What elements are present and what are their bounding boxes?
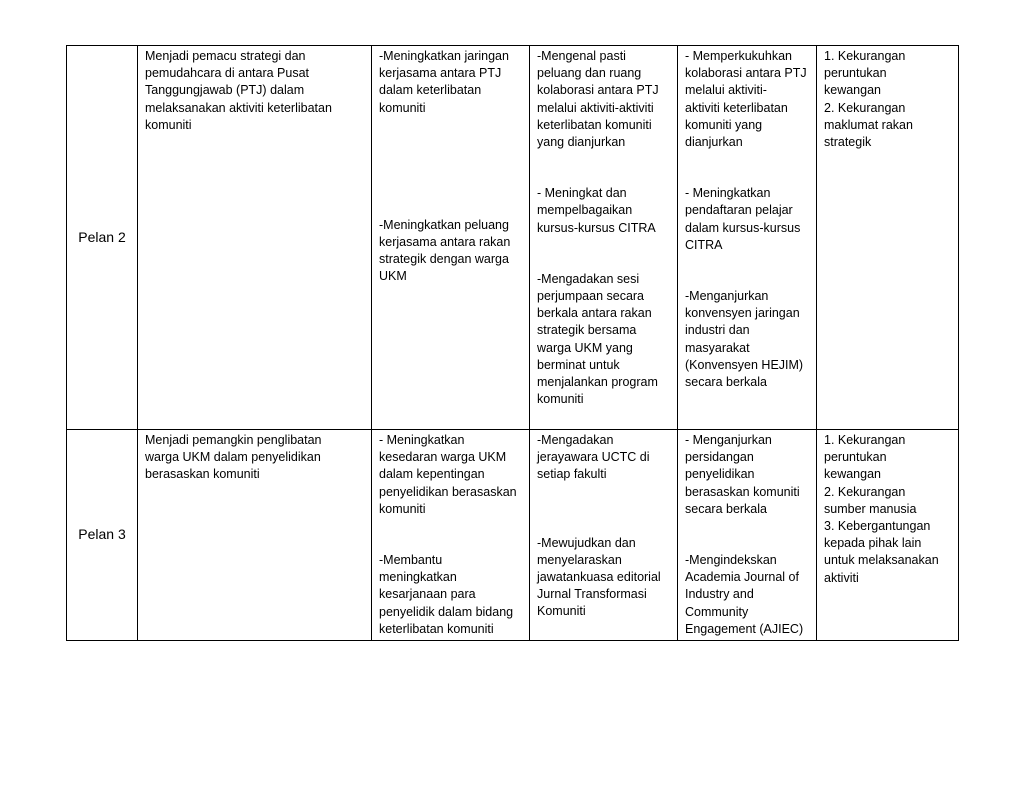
- initiative-text: -Mengadakan jerayawara UCTC di setiap fakulti: [537, 433, 650, 482]
- objective-text: Menjadi pemacu strategi dan pemudahcara di antara Pusat Tanggungjawab (PTJ) dalam melaksanakan aktiviti keterlibatan komuniti: [145, 49, 332, 132]
- action-text: - Memperkukuhkan kolaborasi antara PTJ melalui aktiviti- aktiviti keterlibatan komuniti yang dianjurkan: [685, 49, 807, 150]
- plan-label-cell: [67, 46, 138, 430]
- challenge-cell: [817, 46, 959, 430]
- initiative-cell: [530, 430, 678, 641]
- strategy-text: - Meningkatkan kesedaran warga UKM dalam kepentingan penyelidikan berasaskan komuniti: [379, 433, 517, 516]
- initiative-text: -Mengadakan sesi perjumpaan secara berkala antara rakan strategik bersama warga UKM yang berminat untuk menjalankan program komuniti: [537, 271, 658, 407]
- table-row-pelan-2: [67, 46, 959, 430]
- plan-label: Pelan 2: [78, 228, 126, 245]
- challenge-text: 1. Kekurangan peruntukan kewangan 2. Kekurangan sumber manusia 3. Kebergantungan kepada pihak lain untuk melaksanakan aktiviti: [824, 433, 939, 585]
- action-text: -Mengindekskan Academia Journal of Industry and Community Engagement (AJIEC): [685, 553, 804, 636]
- strategy-text: -Meningkatkan jaringan kerjasama antara PTJ dalam keterlibatan komuniti: [379, 49, 509, 115]
- objective-cell: [138, 46, 372, 430]
- challenge-cell: [817, 430, 959, 641]
- initiative-cell: [530, 46, 678, 430]
- plan-table: [66, 45, 959, 641]
- plan-label-cell: [67, 430, 138, 641]
- initiative-text: - Meningkat dan mempelbagaikan kursus-kursus CITRA: [537, 186, 656, 235]
- strategy-cell: [372, 430, 530, 641]
- strategy-text: -Meningkatkan peluang kerjasama antara rakan strategik dengan warga UKM: [379, 217, 511, 284]
- action-cell: [678, 46, 817, 430]
- action-text: - Meningkatkan pendaftaran pelajar dalam kursus-kursus CITRA: [685, 186, 801, 252]
- plan-label: Pelan 3: [78, 526, 126, 543]
- strategy-text: -Membantu meningkatkan kesarjanaan para penyelidik dalam bidang keterlibatan komuniti: [379, 553, 514, 636]
- action-text: - Menganjurkan persidangan penyelidikan berasaskan komuniti secara berkala: [685, 433, 800, 516]
- objective-cell: [138, 430, 372, 641]
- initiative-text: -Mengenal pasti peluang dan ruang kolaborasi antara PTJ melalui aktiviti-aktiviti keterlibatan komuniti yang dianjurkan: [537, 49, 659, 150]
- table-row-pelan-3: [67, 430, 959, 641]
- objective-text: Menjadi pemangkin penglibatan warga UKM dalam penyelidikan berasaskan komuniti: [145, 433, 322, 482]
- action-text: -Menganjurkan konvensyen jaringan industri dan masyarakat (Konvensyen HEJIM) secara berkala: [685, 289, 804, 390]
- initiative-text: -Mewujudkan dan menyelaraskan jawatankuasa editorial Jurnal Transformasi Komuniti: [537, 535, 661, 619]
- strategy-cell: [372, 46, 530, 430]
- challenge-text: 1. Kekurangan peruntukan kewangan 2. Kekurangan maklumat rakan strategik: [824, 49, 913, 150]
- action-cell: [678, 430, 817, 641]
